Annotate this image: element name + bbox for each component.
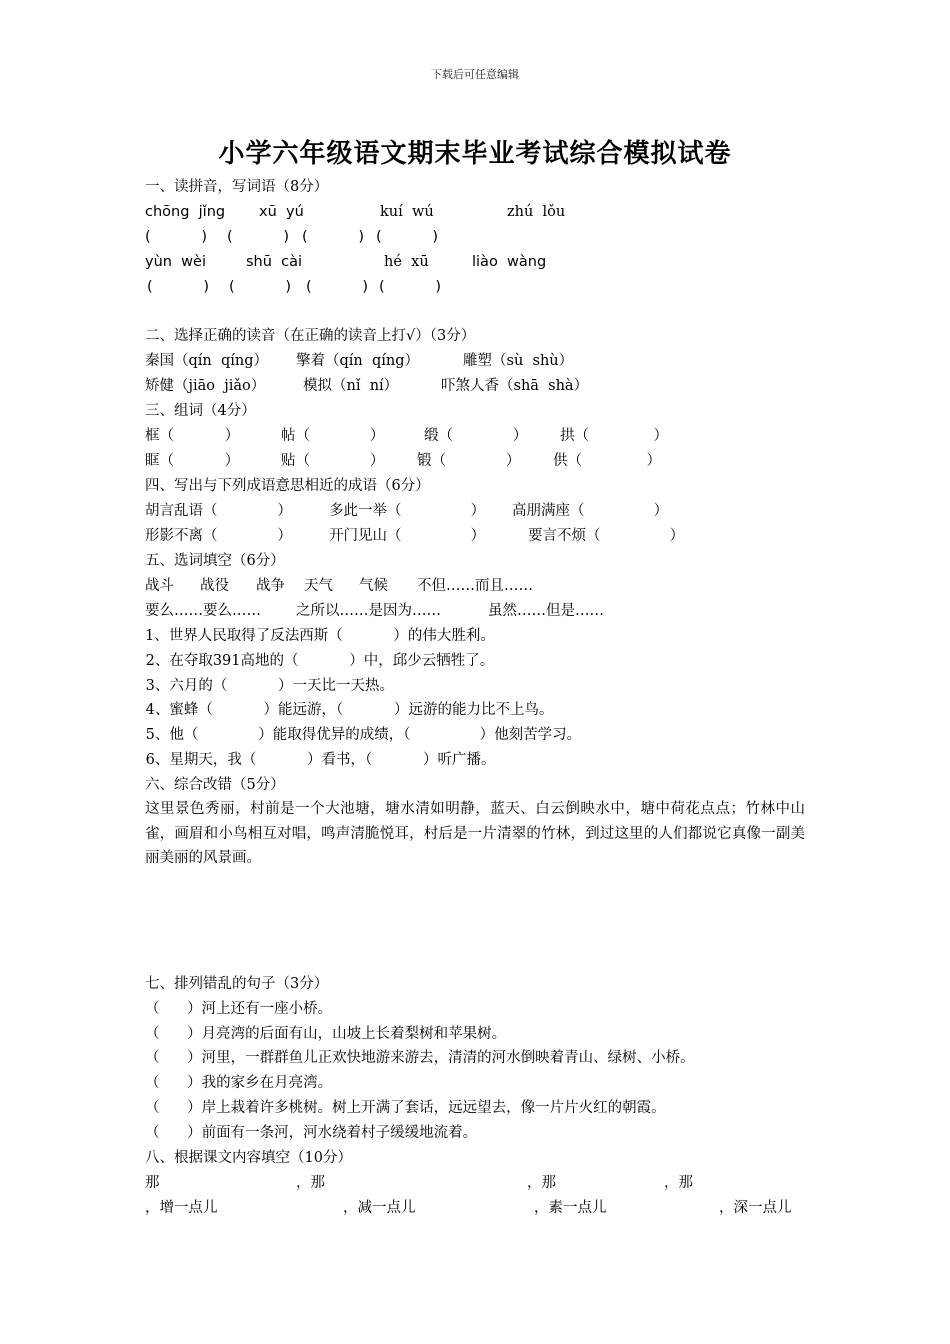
reading-item: 擎着（qín qíng） (296, 353, 420, 369)
order-sentence: （ ）月亮湾的后面有山，山坡上长着梨树和苹果树。 (145, 1026, 507, 1042)
pinyin-item: kuí wú (380, 204, 434, 220)
section-5-heading: 五、选词填空（6分） (145, 553, 285, 569)
idiom-item: 多此一举（ ） (329, 503, 486, 519)
idiom-item: 要言不烦（ ） (528, 528, 685, 544)
fill-question: 6、星期天，我（ ）看书，（ ）听广播。 (141, 752, 496, 768)
answer-blank: ( ) (302, 229, 365, 245)
word-item: 拱（ ） (560, 428, 669, 444)
order-sentence: （ ）河里，一群群鱼儿正欢快地游来游去，清清的河水倒映着青山、绿树、小桥。 (145, 1050, 695, 1066)
choice-word: 不但……而且…… (417, 578, 533, 594)
fill-fragment: ，减一点儿 (343, 1200, 416, 1216)
word-item: 眶（ ） (145, 453, 240, 469)
idiom-item: 胡言乱语（ ） (145, 503, 292, 519)
word-item: 框（ ） (145, 428, 240, 444)
word-item: 缎（ ） (424, 428, 528, 444)
reading-item: 雕塑（sù shù） (463, 353, 574, 369)
reading-item: 矫健（jiāo jiǎo） (145, 378, 266, 394)
fill-fragment: ，那 (527, 1175, 556, 1191)
section-2-heading: 二、选择正确的读音（在正确的读音上打√）（3分） (145, 328, 476, 344)
choice-word: 战役 (200, 578, 229, 594)
fill-fragment: ，素一点儿 (534, 1200, 607, 1216)
pinyin-item: yùn wèi (145, 254, 206, 270)
answer-blank: ( ) (227, 229, 290, 245)
fill-fragment: ，那 (664, 1175, 693, 1191)
word-item: 供（ ） (553, 453, 662, 469)
answer-blank: ( ) (379, 279, 442, 295)
fill-fragment: 那 (145, 1175, 160, 1191)
fill-question: 2、在夺取391高地的（ ）中，邱少云牺牲了。 (141, 653, 495, 669)
fill-fragment: ，那 (296, 1175, 325, 1191)
reading-item: 吓煞人香（shā shà） (441, 378, 589, 394)
choice-word: 战斗 (145, 578, 174, 594)
answer-blank: ( ) (147, 279, 210, 295)
fill-question: 4、蜜蜂（ ）能远游，（ ）远游的能力比不上鸟。 (141, 702, 554, 718)
answer-blank: ( ) (145, 229, 208, 245)
choice-word: 要么……要么…… (145, 603, 261, 619)
idiom-item: 开门见山（ ） (329, 528, 486, 544)
answer-blank: ( ) (376, 229, 439, 245)
idiom-item: 形影不离（ ） (145, 528, 292, 544)
choice-word: 之所以……是因为…… (296, 603, 441, 619)
reading-item: 模拟（nǐ ní） (303, 378, 399, 394)
section-1-heading: 一、读拼音，写词语（8分） (145, 179, 329, 195)
answer-blank: ( ) (306, 279, 369, 295)
fill-fragment: ，深一点儿 (719, 1200, 792, 1216)
section-7-heading: 七、排列错乱的句子（3分） (145, 976, 329, 992)
word-item: 帖（ ） (281, 428, 385, 444)
order-sentence: （ ）河上还有一座小桥。 (145, 1001, 333, 1017)
choice-word: 虽然……但是…… (488, 603, 604, 619)
order-sentence: （ ）岸上栽着许多桃树。树上开满了套话，远远望去，像一片片火红的朝霞。 (145, 1100, 666, 1116)
header-note: 下载后可任意编辑 (431, 68, 519, 81)
word-item: 贴（ ） (281, 453, 385, 469)
pinyin-item: liào wàng (472, 254, 547, 270)
section-4-heading: 四、写出与下列成语意思相近的成语（6分） (145, 478, 430, 494)
reading-item: 秦国（qín qíng） (145, 353, 269, 369)
pinyin-item: xū yú (259, 204, 304, 220)
word-item: 锻（ ） (417, 453, 521, 469)
section-3-heading: 三、组词（4分） (145, 403, 256, 419)
pinyin-item: hé xū (384, 254, 429, 270)
idiom-item: 高朋满座（ ） (512, 503, 669, 519)
fill-question: 5、他（ ）能取得优异的成绩，（ ）他刻苦学习。 (141, 727, 582, 743)
answer-blank: ( ) (229, 279, 292, 295)
order-sentence: （ ）前面有一条河，河水绕着村子缓缓地流着。 (145, 1125, 478, 1141)
fill-question: 1、世界人民取得了反法西斯（ ）的伟大胜利。 (145, 628, 495, 644)
choice-word: 气候 (359, 578, 388, 594)
section-6-heading: 六、综合改错（5分） (145, 777, 285, 793)
pinyin-item: shū cài (246, 254, 303, 270)
page-title: 小学六年级语文期末毕业考试综合模拟试卷 (218, 139, 732, 169)
fill-fragment: ，增一点儿 (145, 1200, 218, 1216)
correction-paragraph: 这里景色秀丽，村前是一个大池塘，塘水清如明静，蓝天、白云倒映水中，塘中荷花点点；竹林中山雀，画眉和小鸟相互对唱，鸣声清脆悦耳，村后是一片清翠的竹林，到过这里的人们都说它真像一副美丽美丽的风景画。 (145, 801, 805, 866)
order-sentence: （ ）我的家乡在月亮湾。 (145, 1075, 333, 1091)
choice-word: 天气 (304, 578, 333, 594)
pinyin-item: chōng jǐng (145, 204, 226, 220)
pinyin-item: zhú lǒu (507, 204, 566, 220)
section-8-heading: 八、根据课文内容填空（10分） (145, 1150, 352, 1166)
choice-word: 战争 (256, 578, 285, 594)
fill-question: 3、六月的（ ）一天比一天热。 (141, 678, 395, 694)
